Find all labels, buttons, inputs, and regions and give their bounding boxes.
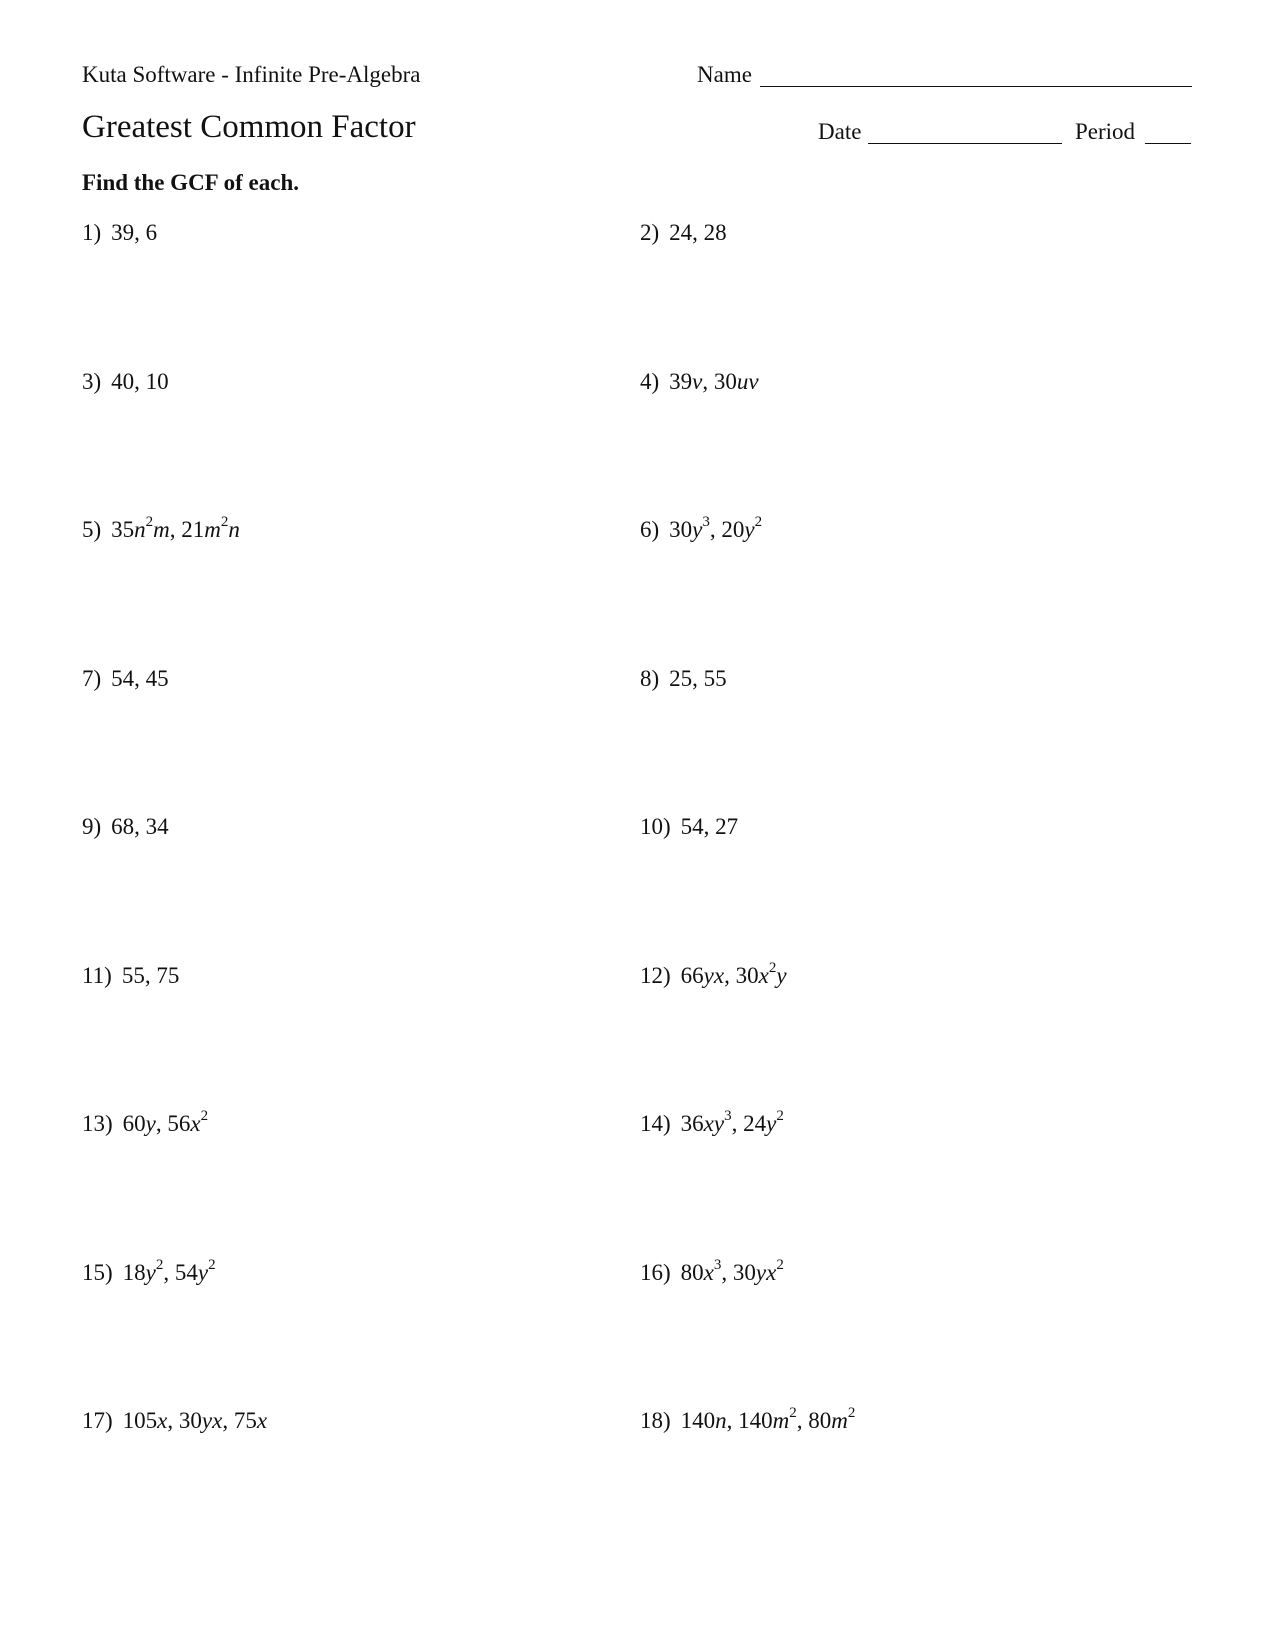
problem-item	[640, 666, 727, 692]
problem-item	[640, 220, 727, 246]
problem-item	[640, 369, 759, 395]
problem-expression: 66yx, $30x^2y$	[680, 960, 787, 988]
problem-item	[640, 514, 763, 543]
problem-item	[640, 1257, 784, 1286]
problem-item	[82, 1108, 209, 1137]
instructions: Find the GCF of each.	[82, 170, 299, 195]
problem-number: 9)	[82, 814, 102, 839]
problem-expression: $30y^3$, $20y^2$	[669, 514, 763, 542]
problem-item	[82, 1408, 267, 1434]
problem-number: 1)	[82, 220, 102, 245]
problem-number: 4)	[640, 369, 660, 394]
name-blank-line[interactable]	[760, 86, 1192, 87]
publisher-label: Kuta Software - Infinite Pre-Algebra	[82, 62, 421, 87]
problem-expression: 140n, $140m^2$, $80m^2$	[680, 1405, 856, 1433]
problem-number: 12)	[640, 963, 671, 988]
problem-number: 2)	[640, 220, 660, 245]
problem-expression: $35n^2m$, $21m^2n$	[111, 514, 240, 542]
problem-expression: 40, 10	[111, 369, 169, 394]
name-label: Name	[697, 62, 752, 87]
problem-number: 3)	[82, 369, 102, 394]
problem-number: 6)	[640, 517, 660, 542]
problem-expression: 105x, 30yx, 75x	[122, 1408, 268, 1433]
problem-expression: 39, 6	[111, 220, 158, 245]
worksheet-title: Greatest Common Factor	[82, 109, 416, 145]
problem-number: 10)	[640, 814, 671, 839]
problem-expression: 39v, 30uv	[669, 369, 759, 394]
problem-item	[82, 1257, 216, 1286]
problem-number: 8)	[640, 666, 660, 691]
problem-expression: $18y^2$, $54y^2$	[122, 1257, 216, 1285]
problem-item	[640, 814, 738, 840]
date-label: Date	[818, 119, 862, 144]
problem-expression: 54, 27	[680, 814, 739, 839]
problem-number: 13)	[82, 1111, 113, 1136]
problem-expression: 24, 28	[669, 220, 727, 245]
problem-item	[640, 960, 787, 989]
problem-item	[82, 963, 179, 989]
problem-item	[82, 369, 169, 395]
problem-expression: 54, 45	[111, 666, 169, 691]
problem-item	[640, 1405, 856, 1434]
problem-number: 7)	[82, 666, 102, 691]
problem-expression: $80x^3$, $30yx^2$	[680, 1257, 784, 1285]
problem-number: 17)	[82, 1408, 113, 1433]
problem-number: 18)	[640, 1408, 671, 1433]
problem-expression: 25, 55	[669, 666, 727, 691]
problem-number: 5)	[82, 517, 102, 542]
period-label: Period	[1075, 119, 1136, 144]
problem-expression: $36xy^3$, $24y^2$	[680, 1108, 784, 1136]
problem-number: 16)	[640, 1260, 671, 1285]
date-blank-line[interactable]	[868, 143, 1062, 144]
problem-number: 15)	[82, 1260, 113, 1285]
problem-item	[640, 1108, 784, 1137]
problem-expression: 68, 34	[111, 814, 169, 839]
problem-item	[82, 220, 157, 246]
problem-item	[82, 514, 240, 543]
problem-number: 14)	[640, 1111, 671, 1136]
period-blank-line[interactable]	[1145, 143, 1191, 144]
problem-item	[82, 666, 169, 692]
problem-item	[82, 814, 169, 840]
problem-number: 11)	[82, 963, 112, 988]
problem-expression: 55, 75	[121, 963, 180, 988]
problem-expression: 60y, $56x^2$	[122, 1108, 209, 1136]
